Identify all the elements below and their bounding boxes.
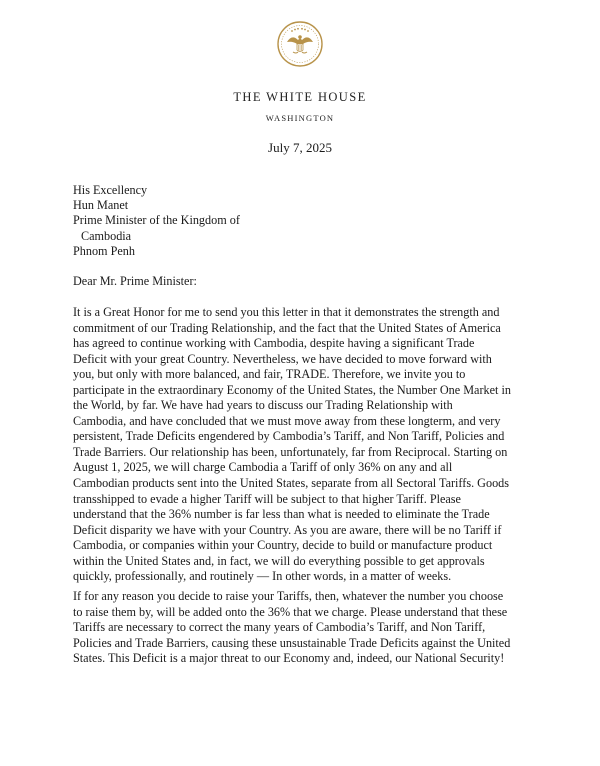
paragraph-line: Tariffs are necessary to correct the many years of Cambodia’s Tariff, and Non Tariff, <box>73 620 486 635</box>
recipient-line: Hun Manet <box>73 198 129 213</box>
paragraph-line: understand that the 36% number is far less than what is needed to eliminate the Trade <box>73 507 490 522</box>
letterhead-subtitle: WASHINGTON <box>265 113 335 123</box>
recipient-line: Cambodia <box>81 228 132 243</box>
paragraph-line: Policies and Trade Barriers, causing these unsustainable Trade Deficits against the United <box>73 635 511 650</box>
body-paragraph-1 <box>73 305 547 585</box>
paragraph-line: Deficit with your great Country. Nevertheless, we have decided to move forward with <box>73 351 492 366</box>
paragraph-line: Deficit disparity we have with your Country. As you are aware, there will be no Tariff if <box>73 522 502 537</box>
paragraph-line: If for any reason you decide to raise your Tariffs, then, whatever the number you choose <box>73 589 504 603</box>
paragraph-line: States. This Deficit is a major threat to our Economy and, indeed, our National Security! <box>73 651 505 666</box>
recipient-line: His Excellency <box>73 183 148 197</box>
paragraph-line: Cambodia, or companies within your Country, decide to build or manufacture product <box>73 538 493 553</box>
paragraph-line: Trade Barriers. Our relationship has been, unfortunately, far from Reciprocal. Starting on <box>73 444 508 459</box>
paragraph-line: you, but only with more balanced, and fair, TRADE. Therefore, we invite you to <box>73 367 466 382</box>
paragraph-line: Cambodian products sent into the United States, separate from all Sectoral Tariffs. Goods <box>73 476 509 491</box>
presidential-seal-icon <box>276 20 324 68</box>
letter-date: July 7, 2025 <box>268 140 332 155</box>
recipient-line: Prime Minister of the Kingdom of <box>73 213 240 228</box>
recipient-line: Phnom Penh <box>73 243 135 258</box>
body-paragraph-2 <box>73 589 547 667</box>
paragraph-line: August 1, 2025, we will charge Cambodia a Tariff of only 36% on any and all <box>73 460 453 475</box>
letterhead-title: THE WHITE HOUSE <box>233 90 367 104</box>
paragraph-line: has agreed to continue working with Cambodia, despite having a significant Trade <box>73 336 475 351</box>
paragraph-line: within the United States and, in fact, we will do everything possible to get approvals <box>73 553 485 568</box>
recipient-address <box>73 183 240 259</box>
paragraph-line: persistent, Trade Deficits engendered by Cambodia’s Tariff, and Non Tariff, Policies and <box>73 429 505 444</box>
paragraph-line: commitment of our Trading Relationship, and the fact that the United States of America <box>73 320 501 335</box>
paragraph-line: the World, by far. We have had years to discuss our Trading Relationship with <box>73 398 453 413</box>
paragraph-line: transshipped to evade a higher Tariff will be subject to that higher Tariff. Please <box>73 491 461 506</box>
paragraph-line: to raise them by, will be added onto the 36% that we charge. Please understand that these <box>73 604 508 619</box>
paragraph-line: quickly, professionally, and routinely — In other words, in a matter of weeks. <box>73 569 452 584</box>
paragraph-line: It is a Great Honor for me to send you this letter in that it demonstrates the strength and <box>73 305 500 319</box>
paragraph-line: Cambodia, and have concluded that we must move away from these longterm, and very <box>73 413 501 428</box>
paragraph-line: participate in the extraordinary Economy of the United States, the Number One Market in <box>73 382 511 397</box>
salutation: Dear Mr. Prime Minister: <box>73 274 197 288</box>
